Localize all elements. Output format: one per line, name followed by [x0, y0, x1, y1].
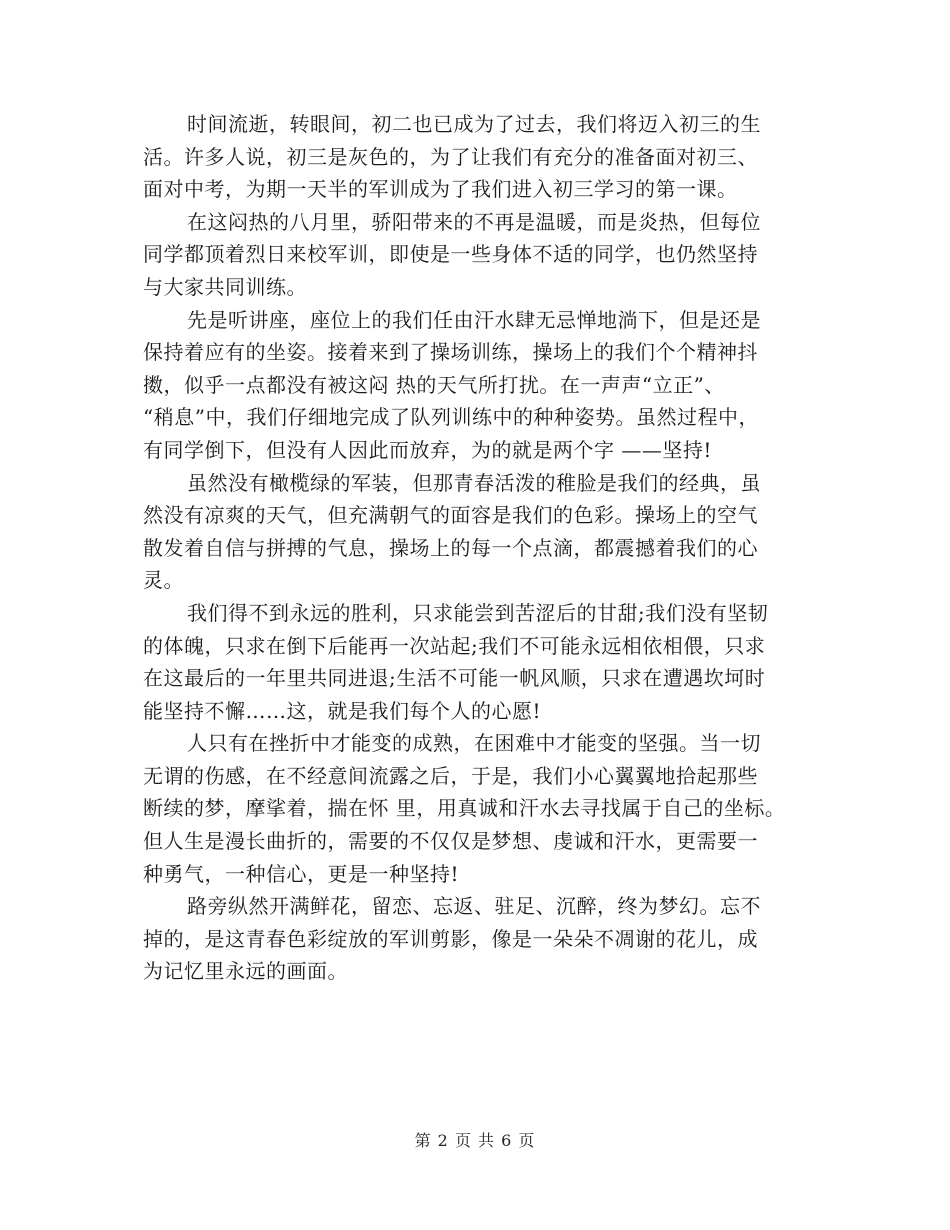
text-line: 同学都顶着烈日来校军训，即使是一些身体不适的同学，也仍然坚持 — [143, 242, 758, 267]
text-line: 断续的梦，摩挲着，揣在怀 里，用真诚和汗水去寻找属于自己的坐标。 — [143, 796, 786, 821]
text-line: 散发着自信与拼搏的气息，操场上的每一个点滴，都震撼着我们的心 — [143, 535, 758, 560]
text-line: 然没有凉爽的天气，但充满朝气的面容是我们的色彩。操场上的空气 — [143, 503, 758, 528]
text-line: 在这闷热的八月里，骄阳带来的不再是温暖，而是炎热，但每位 — [187, 209, 761, 234]
text-line: 无谓的伤感，在不经意间流露之后，于是，我们小心翼翼地拾起那些 — [143, 763, 758, 788]
text-line: 但人生是漫长曲折的，需要的不仅仅是梦想、虔诚和汗水，更需要一 — [143, 829, 758, 854]
text-line: 路旁纵然开满鲜花，留恋、忘返、驻足、沉醉，终为梦幻。忘不 — [187, 894, 761, 919]
text-line: 时间流逝，转眼间，初二也已成为了过去，我们将迈入初三的生 — [187, 112, 761, 136]
text-line: 灵。 — [143, 568, 184, 593]
text-line: “稍息”中，我们仔细地完成了队列训练中的种种姿势。虽然过程中， — [143, 405, 759, 430]
paragraph-4 — [143, 467, 815, 597]
text-line: 掉的，是这青春色彩绽放的军训剪影，像是一朵朵不凋谢的花儿，成 — [143, 926, 758, 951]
text-line: 与大家共同训练。 — [143, 274, 307, 299]
text-line: 活。许多人说，初三是灰色的，为了让我们有充分的准备面对初三、 — [143, 144, 758, 169]
page-number-footer: 第 2 页 共 6 页 — [414, 1131, 536, 1150]
text-line: 保持着应有的坐姿。接着来到了操场训练，操场上的我们个个精神抖 — [143, 340, 758, 365]
paragraph-2 — [143, 206, 815, 304]
paragraph-6 — [143, 727, 815, 890]
paragraph-3 — [143, 304, 815, 467]
text-line: 先是听讲座，座位上的我们任由汗水肆无忌惮地淌下，但是还是 — [187, 307, 761, 332]
text-line: 有同学倒下，但没有人因此而放弃，为的就是两个字 ——坚持! — [143, 437, 712, 462]
text-line: 种勇气，一种信心，更是一种坚持! — [143, 861, 460, 886]
text-line: 擞，似乎一点都没有被这闷 热的天气所打扰。在一声声“立正”、 — [143, 372, 725, 397]
document-body — [143, 108, 815, 988]
text-line: 的体魄，只求在倒下后能再一次站起;我们不可能永远相依相偎，只求 — [143, 633, 766, 658]
text-line: 人只有在挫折中才能变的成熟，在困难中才能变的坚强。当一切 — [187, 731, 761, 756]
text-line: 我们得不到永远的胜利，只求能尝到苦涩后的甘甜;我们没有坚韧 — [187, 600, 769, 625]
text-line: 面对中考，为期一天半的军训成为了我们进入初三学习的第一课。 — [143, 177, 738, 202]
paragraph-5 — [143, 597, 815, 727]
text-line: 在这最后的一年里共同进退;生活不可能一帆风顺，只求在遭遇坎坷时 — [143, 666, 766, 691]
text-line: 为记忆里永远的画面。 — [143, 959, 348, 984]
text-line: 能坚持不懈……这，就是我们每个人的心愿! — [143, 698, 542, 723]
paragraph-7 — [143, 890, 815, 988]
paragraph-1 — [143, 108, 815, 206]
text-line: 虽然没有橄榄绿的军装，但那青春活泼的稚脸是我们的经典，虽 — [187, 470, 761, 495]
